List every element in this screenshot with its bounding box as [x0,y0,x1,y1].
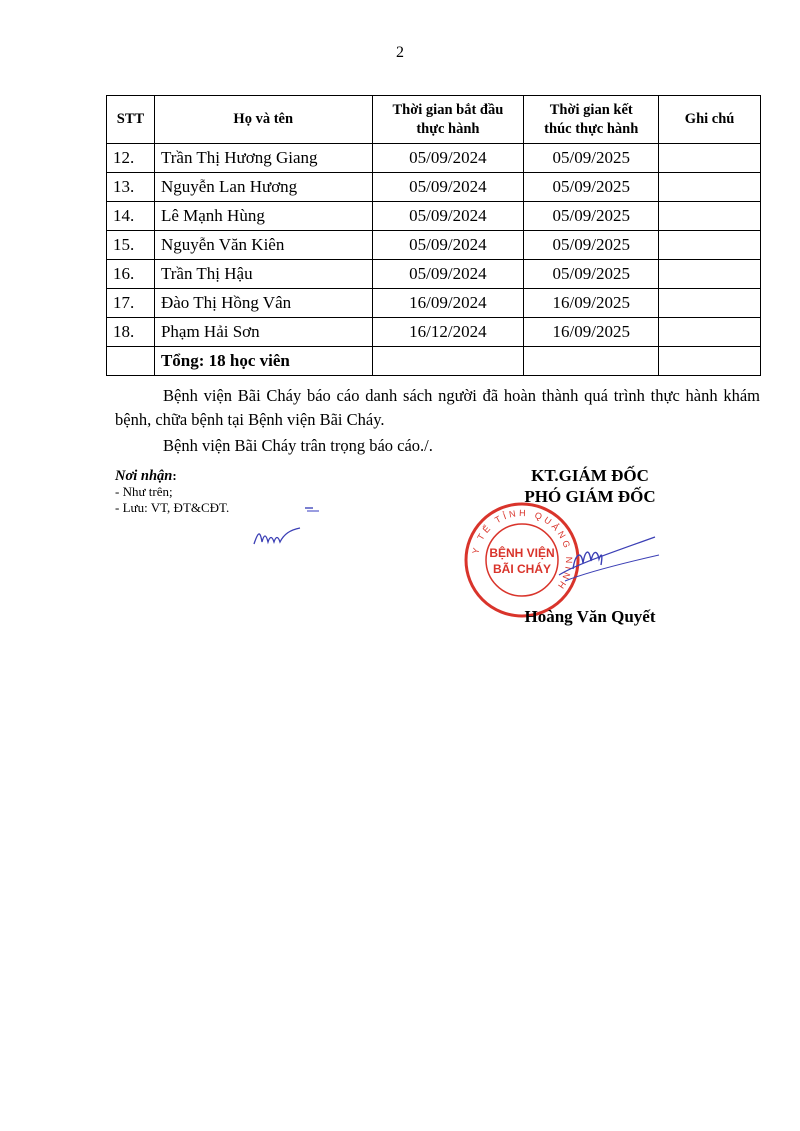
cell-start: 05/09/2024 [372,173,524,202]
cell-note [659,318,761,347]
header-name: Họ và tên [154,96,372,144]
cell-stt: 16. [107,260,155,289]
header-note: Ghi chú [659,96,761,144]
cell-note [659,202,761,231]
table-header-row [107,96,761,144]
cell-name: Phạm Hải Sơn [154,318,372,347]
total-row [107,347,761,376]
tiny-ink-mark [305,506,327,514]
recipient-item: - Như trên; [115,484,173,499]
cell-start: 05/09/2024 [372,260,524,289]
cell-stt: 17. [107,289,155,318]
cell-end: 05/09/2025 [524,231,659,260]
header-end-line1: Thời gian kết [549,101,633,118]
header-end-line2: thúc thực hành [544,120,639,137]
table-row [107,144,761,173]
table-row [107,202,761,231]
signature-title-1: KT.GIÁM ĐỐC [531,466,649,485]
signer-name: Hoàng Văn Quyết [524,607,656,626]
cell-start: 05/09/2024 [372,202,524,231]
cell-note [659,260,761,289]
initials-signature [250,522,310,552]
recipients-heading [115,468,229,484]
signature-title-2: PHÓ GIÁM ĐỐC [524,487,656,506]
student-table [106,95,761,376]
cell-end: 05/09/2025 [524,202,659,231]
total-empty-cell [659,347,761,376]
closing-paragraph: Bệnh viện Bãi Cháy trân trọng báo cáo./. [163,436,433,455]
cell-note [659,231,761,260]
handwritten-signature [555,525,665,585]
table-row [107,260,761,289]
cell-note [659,173,761,202]
recipients-label: Nơi nhận [115,468,173,484]
header-stt: STT [107,96,155,144]
cell-stt: 12. [107,144,155,173]
cell-stt: 13. [107,173,155,202]
recipients-colon: : [172,468,177,483]
page-number: 2 [396,44,404,61]
cell-name: Lê Mạnh Hùng [154,202,372,231]
table-row [107,173,761,202]
header-end [524,96,659,144]
cell-name: Nguyễn Văn Kiên [154,231,372,260]
seal-center-line2: BÃI CHÁY [492,562,552,576]
cell-stt: 14. [107,202,155,231]
cell-name: Đào Thị Hồng Vân [154,289,372,318]
cell-start: 16/09/2024 [372,289,524,318]
seal-center-line1: BỆNH VIỆN [489,546,555,560]
cell-name: Trần Thị Hậu [154,260,372,289]
table-row [107,231,761,260]
cell-name: Trần Thị Hương Giang [154,144,372,173]
total-label: Tổng: 18 học viên [154,347,372,376]
cell-name: Nguyễn Lan Hương [154,173,372,202]
table-row [107,289,761,318]
total-empty-cell [372,347,524,376]
total-empty-cell [524,347,659,376]
cell-end: 05/09/2025 [524,173,659,202]
report-paragraph: Bệnh viện Bãi Cháy báo cáo danh sách người đã hoàn thành quá trình thực hành khám bệnh, chữa bệnh tại Bệnh viện Bãi Cháy. [115,386,760,429]
header-start [372,96,524,144]
cell-note [659,144,761,173]
cell-end: 05/09/2025 [524,260,659,289]
cell-end: 05/09/2025 [524,144,659,173]
cell-start: 05/09/2024 [372,231,524,260]
recipients-block [115,468,229,516]
cell-end: 16/09/2025 [524,318,659,347]
recipient-item: - Lưu: VT, ĐT&CĐT. [115,500,230,515]
cell-stt: 18. [107,318,155,347]
cell-start: 05/09/2024 [372,144,524,173]
cell-note [659,289,761,318]
cell-end: 16/09/2025 [524,289,659,318]
table-row [107,318,761,347]
cell-stt: 15. [107,231,155,260]
total-empty-cell [107,347,155,376]
header-start-line1: Thời gian bắt đầu [392,101,504,118]
cell-start: 16/12/2024 [372,318,524,347]
header-start-line2: thực hành [416,120,480,137]
seal-ring-text: Y TẾ TỈNH QUẢNG NINH [470,507,575,593]
